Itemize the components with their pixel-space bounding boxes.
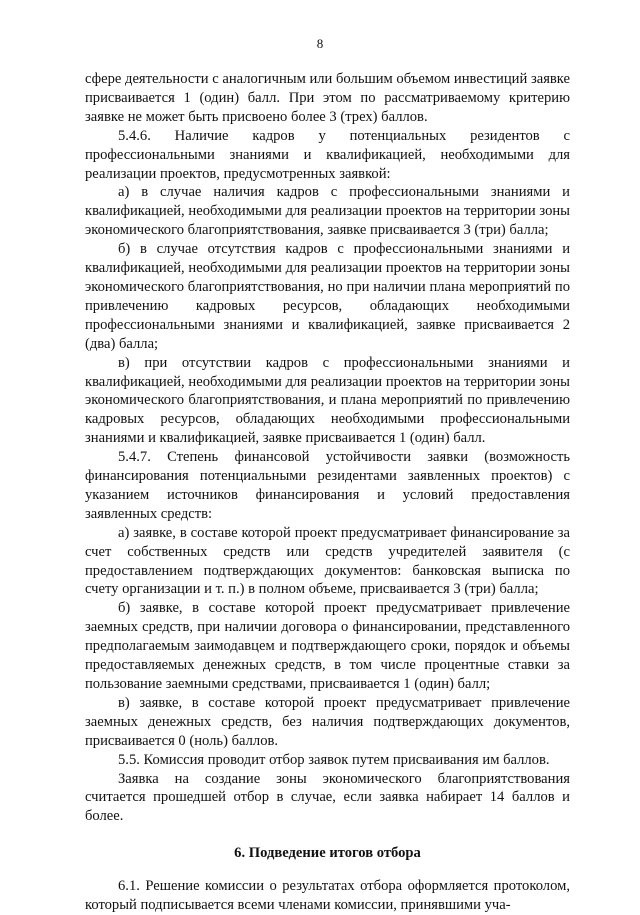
section-title: 6. Подведение итогов отбора	[234, 845, 421, 862]
paragraph-5-4-7-b: б) заявке, в составе которой проект предусматривает привлечение заемных средств, при наличии договора о финансировании, представленного предполагаемым заимодавцем и подтверждающего сроки, порядок и объемы предоставляемых денежных средств, в том числе процентные ставки за пользование заемными средствами, присваивается 1 (один) балл;	[85, 600, 570, 692]
paragraph-5-5-threshold: Заявка на создание зоны экономического благоприятствования считается прошедшей отбор в случае, если заявка набирает 14 баллов и более.	[85, 770, 570, 825]
paragraph-continuation: сфере деятельности с аналогичным или большим объемом инвестиций заявке присваивается 1 (один) балл. При этом по рассматриваемому критерию заявке не может быть присвоено более 3 (трех) баллов.	[85, 71, 570, 125]
paragraph-5-4-7: 5.4.7. Степень финансовой устойчивости заявки (возможность финансирования потенциальными резидентами заявленных проектов) с указанием источников финансирования и условий предоставления заявленных средств:	[85, 449, 570, 522]
paragraph-5-4-7-a: а) заявке, в составе которой проект предусматривает финансирование за счет собственных средств или средств учредителей заявителя (с предоставлением подтверждающих документов: банковская выписка по счету организации и т. п.) в полном объеме, присваивается 3 (три) балла;	[85, 524, 570, 598]
paragraph-5-4-6-v: в) при отсутствии кадров с профессиональными знаниями и квалификацией, необходимыми для реализации проектов на территории зоны экономического благоприятствования, и плана мероприятий по привлечению кадровых ресурсов, обладающих необходимыми профессиональными знаниями и квалификацией, заявке присваивается 1 (один) балл.	[85, 354, 570, 447]
paragraph-5-4-6-a: а) в случае наличия кадров с профессиональными знаниями и квалификацией, необходимыми для реализации проектов на территории зоны экономического благоприятствования, заявке присваивается 3 (три) балла;	[85, 184, 570, 239]
page-number: 8	[316, 36, 324, 51]
paragraph-6-1: 6.1. Решение комиссии о результатах отбора оформляется протоколом, который подписывается всеми членами комиссии, принявшими уча-	[85, 878, 570, 914]
paragraph-5-5: 5.5. Комиссия проводит отбор заявок путем присваивания им баллов.	[118, 751, 550, 768]
document-body	[85, 70, 570, 915]
paragraph-5-4-6-b: б) в случае отсутствия кадров с профессиональными знаниями и квалификацией, необходимыми для реализации проектов на территории зоны экономического благоприятствования, но при наличии плана мероприятий по привлечению кадровых ресурсов, обладающих необходимыми профессиональными знаниями и квалификацией, заявке присваивается 2 (два) балла;	[85, 241, 570, 352]
paragraph-5-4-7-v: в) заявке, в составе которой проект предусматривает привлечение заемных денежных средств, без наличия подтверждающих документов, присваивается 0 (ноль) баллов.	[85, 694, 570, 749]
paragraph-5-4-6: 5.4.6. Наличие кадров у потенциальных резидентов с профессиональными знаниями и квалификацией, необходимыми для реализации проектов, предусмотренных заявкой:	[85, 127, 570, 182]
